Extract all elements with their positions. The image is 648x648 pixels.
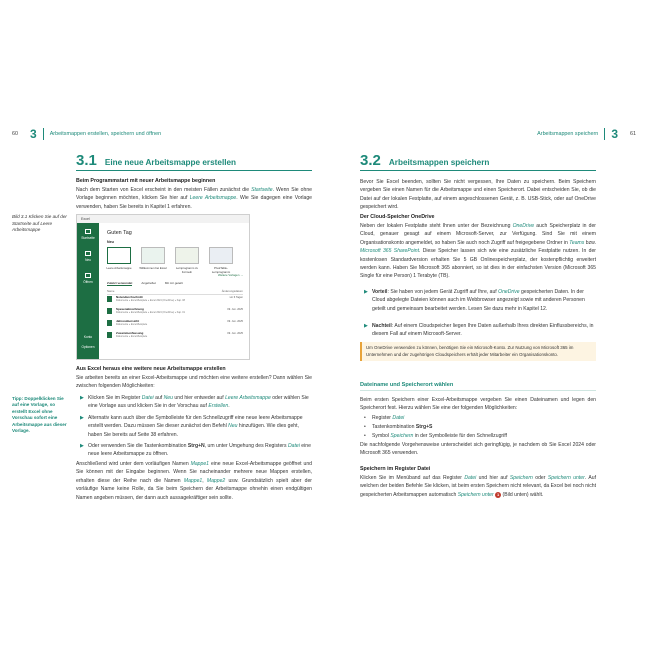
home-icon xyxy=(85,229,91,234)
text: Anschließend wird unter dem vorläufigen Namen xyxy=(76,461,191,467)
bullet-dot-icon: • xyxy=(364,424,366,430)
text: , um unter Umgehung des Registers xyxy=(204,443,288,449)
nav-konto[interactable] xyxy=(77,335,99,339)
text: eine neue leere Arbeitsmappe zu öffnen. xyxy=(88,443,311,458)
text: Nach dem Starten von Excel erscheint in den meisten Fällen zunächst die xyxy=(76,187,252,193)
text: , xyxy=(202,477,207,484)
running-title: Arbeitsmappen speichern xyxy=(537,131,599,137)
inline-term: Microsoft 365 SharePoint xyxy=(360,248,419,255)
paragraph: Sie arbeiten bereits an einer Excel-Arbeitsmappe und möchten eine weitere erstellen? Dann wählen Sie zwischen folgenden Möglichkeiten: xyxy=(76,375,312,390)
text: in der Symbolleiste für den Schnellzugriff xyxy=(413,433,507,439)
greeting: Guten Tag xyxy=(107,230,132,236)
running-title: Arbeitsmappen erstellen, speichern und öffnen xyxy=(49,131,162,137)
inline-term: Speichern xyxy=(390,433,414,439)
text: und hier auf xyxy=(476,475,510,481)
text: . xyxy=(228,403,230,410)
inline-term: Speichern xyxy=(509,475,533,481)
text: bzw. xyxy=(584,239,596,246)
section-title: Arbeitsmappen speichern xyxy=(388,158,490,167)
file-path: Dokumente » Excel-Beispiele » Excel 2024 (OneDrive) » Kap. 01 xyxy=(116,311,185,314)
header-divider xyxy=(604,128,605,140)
chapter-number: 3 xyxy=(611,127,618,141)
inline-term: Neu xyxy=(228,423,238,430)
nav-label: Optionen xyxy=(81,345,95,349)
file-name: Jahresübersicht xyxy=(116,319,140,323)
inline-term: Mappe1 xyxy=(183,477,203,484)
section-title: Eine neue Arbeitsmappe erstellen xyxy=(104,158,237,167)
file-row[interactable] xyxy=(107,331,243,342)
text: : Sie haben von jedem Gerät Zugriff auf Ihre, auf xyxy=(387,289,499,295)
bullet-arrow-icon: ▶ xyxy=(80,395,84,401)
file-path: Dokumente » Excel-Beispiele xyxy=(116,323,148,326)
text: Register xyxy=(372,415,393,421)
template-label: Leere Arbeitsmappe xyxy=(106,266,132,270)
paragraph: Die nachfolgende Vorgehensweise unterscheidet sich geringfügig, je nachdem ob Sie Excel 2024 oder Microsoft 365 verwenden. xyxy=(360,442,596,457)
col-name: Name xyxy=(107,289,115,293)
text: und hier entweder auf xyxy=(172,395,226,401)
bold-term: Vorteil xyxy=(372,289,388,295)
running-header-left xyxy=(12,128,161,140)
list-item xyxy=(364,423,596,431)
inline-term: Teams xyxy=(569,239,585,246)
inline-term: Speichern unter xyxy=(547,475,585,481)
paragraph xyxy=(76,460,312,502)
template-welcome[interactable] xyxy=(141,247,165,264)
text: eine neue Excel-Arbeitsmappe geöffnet und Sie können mit der Eingabe beginnen. Wenn Sie nacheinander mehrere neue Mappen erstellen, erhalten diese der Reihe nach die Namen xyxy=(76,461,313,484)
bullet-item xyxy=(364,322,596,339)
inline-term: Neu xyxy=(163,395,173,401)
header-divider xyxy=(43,128,44,140)
file-date: vor 6 Tagen xyxy=(229,296,243,299)
bullet-dot-icon: • xyxy=(364,415,366,421)
file-name: Spesenabrechnung xyxy=(116,307,144,311)
text: . Auf welchen der beiden Befehle Sie klicken, ist beim ersten Speichern nicht relevant, da Excel bei noch nicht gespeicherten Arbeitsmappen automatisch xyxy=(360,475,596,498)
text: Symbol xyxy=(372,433,391,439)
excel-file-icon xyxy=(107,296,112,302)
file-name: Notendurchschnitt xyxy=(116,295,143,299)
callout-number-badge: 1 xyxy=(496,491,500,497)
file-path: Dokumente » Excel-Beispiele xyxy=(116,335,148,338)
tab-recent[interactable]: Zuletzt verwendet xyxy=(107,281,133,285)
nav-optionen[interactable] xyxy=(77,345,99,349)
bullet-arrow-icon: ▶ xyxy=(80,415,84,421)
text: auch Speicherplatz in der Cloud, genauer gesagt auf einem Microsoft-Server, zur Verfügung. Sind Sie mit einem Organisationskonto angemeldet, so haben Sie auch noch Zugriff auf freigegebene Ordner in xyxy=(360,223,596,246)
right-page xyxy=(324,0,648,648)
text: . Wenn Sie ohne Vorlage beginnen möchten, klicken Sie hier auf xyxy=(76,187,312,202)
new-file-icon xyxy=(85,251,91,256)
col-date: Änderungsdatum xyxy=(221,289,243,293)
text: (Bild unten) wählt. xyxy=(501,491,544,498)
inline-term: Mappe2 xyxy=(206,477,226,484)
inline-term: Leere Arbeitsmappe xyxy=(225,395,271,401)
subheading: Aus Excel heraus eine weitere neue Arbeitsmappe erstellen xyxy=(76,366,226,372)
excel-file-icon xyxy=(107,320,112,326)
bullet-item xyxy=(80,414,312,439)
bold-term: Nachteil xyxy=(372,323,392,329)
folder-icon xyxy=(85,273,91,278)
tab-pinned[interactable]: Angeheftet xyxy=(141,281,156,285)
inline-term: Leere Arbeitsmappe xyxy=(189,195,237,202)
window-titlebar: Excel xyxy=(77,215,250,223)
text: gespeicherten Daten. In der Cloud abgelegte Dateien können auch im Webbrowser angezeigt sowie mit anderen Personen geteilt und gemeinsam bearbeitet werden. Lesen Sie dazu mehr in Kapitel 12. xyxy=(372,289,585,312)
file-path: Dokumente » Excel-Beispiele » Excel 2024 (OneDrive) » Kap. 08 xyxy=(116,299,185,302)
text: Klicken Sie im Menüband auf das Register xyxy=(360,475,465,481)
text: usw. Grundsätzlich spielt aber der vorläufige Name keine Rolle, da Sie beim Speichern der Arbeitsmappe ohnehin einen endgültigen Namen angeben müssen, der dann auch aussagekräftiger sein sollte. xyxy=(76,477,312,501)
page-number: 61 xyxy=(630,131,636,137)
paragraph xyxy=(360,474,596,499)
chapter-number: 3 xyxy=(30,127,37,141)
subheading: Dateiname und Speicherort wählen xyxy=(360,382,454,388)
text: auf xyxy=(153,395,164,401)
file-date: 09. Jun. 2025 xyxy=(227,308,243,311)
bullet-arrow-icon: ▶ xyxy=(80,443,84,449)
margin-tip: Tipp: Doppelklicken Sie auf eine Vorlage, so erstellt Excel ohne Vorschau sofort eine Arbeitsmappe aus dieser Vorlage. xyxy=(12,396,67,434)
paragraph: Beim ersten Speichern einer Excel-Arbeitsmappe vergeben Sie einen Dateinamen und legen den Speicherort fest. Hierzu wählen Sie eine der folgenden Möglichkeiten: xyxy=(360,397,596,412)
shortcut: Strg+N xyxy=(187,443,205,449)
nav-label: Öffnen xyxy=(83,280,93,284)
backstage-main xyxy=(99,223,250,360)
template-label: Willkommen bei Excel xyxy=(139,266,167,270)
list-item xyxy=(364,414,596,422)
figure-caption: Bild 3.1 Klicken Sie auf der Startseite auf Leere Arbeitsmappe xyxy=(12,214,67,233)
file-row[interactable] xyxy=(107,307,243,318)
text: : Auf einem Cloudspeicher liegen Ihre Daten außerhalb Ihres direkten Einflussbereichs, in diesem Fall auf einem Microsoft-Server. xyxy=(372,323,594,338)
text: Klicken Sie im Register xyxy=(88,395,142,401)
file-date: 09. Jun. 2025 xyxy=(227,332,243,335)
section-heading xyxy=(76,152,236,169)
tab-shared[interactable]: Mit mir geteilt xyxy=(164,281,183,285)
text: Oder verwenden Sie die Tastenkombination xyxy=(88,443,188,449)
inline-term: Mappe1 xyxy=(190,461,210,467)
template-label: PivotTable-Lernprogramm xyxy=(211,266,231,274)
shortcut: Strg+S xyxy=(415,424,433,430)
subheading: Speichern im Register Datei xyxy=(360,466,431,472)
paragraph xyxy=(360,222,596,281)
bullet-item xyxy=(80,442,312,459)
section-number: 3.1 xyxy=(76,152,97,169)
inline-term: OneDrive xyxy=(512,223,535,229)
text: . Wie Sie dagegen eine Vorlage verwenden, haben Sie bereits in Kapitel 1 erfahren. xyxy=(76,195,312,210)
bullet-item xyxy=(364,288,596,313)
inline-term: Datei xyxy=(464,475,477,481)
subheading: Der Cloud-Speicher OneDrive xyxy=(360,214,435,220)
section-number: 3.2 xyxy=(360,152,381,169)
inline-term: Datei xyxy=(392,415,405,421)
subheading-rule xyxy=(360,390,596,391)
more-templates-link[interactable]: Weitere Vorlagen → xyxy=(218,273,243,277)
text: hinzufügen. Wie dies geht, haben Sie bereits auf Seite 38 erfahren. xyxy=(88,423,299,438)
template-formulas[interactable] xyxy=(175,247,199,264)
inline-term: Speichern unter xyxy=(457,491,494,498)
text: Neben der lokalen Festplatte steht Ihnen unter der Bezeichnung xyxy=(360,223,513,229)
page-number: 60 xyxy=(12,131,18,137)
text: Alternativ kann auch über die Symbolleiste für den Schnellzugriff eine neue leere Arbeitsmappe erstellt werden. Dazu müssen Sie dieser zunächst den Befehl xyxy=(88,415,303,430)
list-item xyxy=(364,432,596,440)
nav-oeffnen[interactable] xyxy=(77,273,99,284)
bullet-dot-icon: • xyxy=(364,433,366,439)
template-blank[interactable] xyxy=(107,247,131,264)
bullet-arrow-icon: ▶ xyxy=(364,323,368,329)
paragraph xyxy=(76,186,312,211)
text: oder wählen Sie eine Vorlage aus und klicken Sie in der Vorschau auf xyxy=(88,395,309,410)
inline-term: Datei xyxy=(287,443,300,449)
file-row[interactable] xyxy=(107,295,243,306)
text: oder xyxy=(532,475,548,481)
excel-file-icon xyxy=(107,332,112,338)
file-tabs xyxy=(107,281,192,285)
file-date: 09. Jun. 2025 xyxy=(227,320,243,323)
excel-start-screenshot xyxy=(76,214,250,360)
nav-label: Konto xyxy=(83,335,93,339)
subheading: Beim Programmstart mit neuer Arbeitsmappe beginnen xyxy=(76,178,216,184)
nav-label: Neu xyxy=(85,258,91,262)
text: . Diese Speicher lassen sich wie eine zusätzliche Festplatte nutzen. In der kostenlosen Standardversion erhalten Sie 5 GB Onlinespeicherplatz, der kostenpflichtig erweitert werden kann. Haben Sie Microsoft 365 abonniert, so ist dies in der einfachsten Version (Microsoft 365 Single für eine Person) 1 Terabyte (TB). xyxy=(360,248,596,280)
nav-neu[interactable] xyxy=(77,251,99,262)
bullet-arrow-icon: ▶ xyxy=(364,289,368,295)
inline-term: Datei xyxy=(141,395,154,401)
nav-startseite[interactable] xyxy=(77,229,99,240)
file-row[interactable] xyxy=(107,319,243,330)
template-pivot[interactable] xyxy=(209,247,233,264)
inline-term: Erstellen xyxy=(208,403,229,410)
file-name: Zusammenfassung xyxy=(116,331,144,335)
section-heading xyxy=(360,152,489,169)
bullet-item xyxy=(80,394,312,411)
excel-file-icon xyxy=(107,308,112,314)
inline-term: OneDrive xyxy=(498,289,520,295)
text: Tastenkombination xyxy=(372,424,416,430)
template-label: Lernprogramm zu Formeln xyxy=(175,266,199,274)
section-rule xyxy=(76,170,312,171)
new-heading: Neu xyxy=(107,240,114,244)
info-note: Um OneDrive verwenden zu können, benötigen Sie ein Microsoft-Konto. Zur Nutzung von Microsoft 365 im Unternehmen und der zugehörigen Cloudspeichers erhält jeder Mitarbeiter ein Organisationskonto. xyxy=(360,342,596,361)
backstage-nav xyxy=(77,223,99,360)
nav-label: Startseite xyxy=(81,236,95,240)
paragraph: Bevor Sie Excel beenden, sollten Sie nicht vergessen, Ihre Daten zu speichern. Beim Speichern vergeben Sie einen Namen für die Arbeitsmappe und einen Speicherort. Dabei entscheiden Sie, ob die Datei auf der lokalen Festplatte, auf einem angeschlossenen Gerät, z. B. USB-Stick, oder auf OneDrive gespeichert wird. xyxy=(360,179,596,211)
running-header-right xyxy=(537,128,636,140)
section-rule xyxy=(360,170,596,171)
inline-term: Startseite xyxy=(251,187,273,193)
